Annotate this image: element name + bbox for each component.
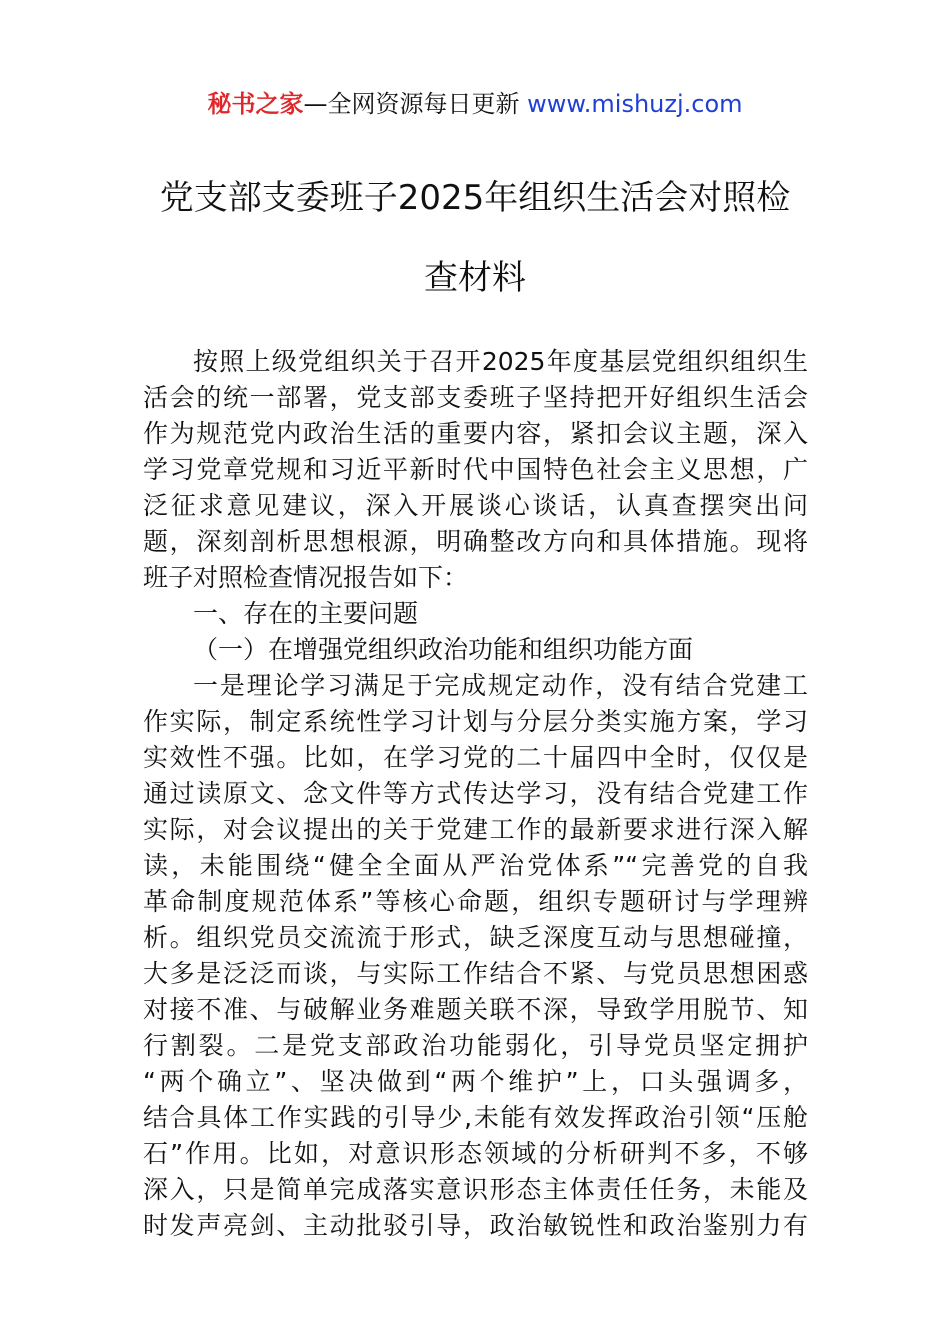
body-line: 一是理论学习满足于完成规定动作，没有结合党建工 — [193, 671, 808, 700]
body-line: 大多是泛泛而谈，与实际工作结合不紧、与党员思想困惑 — [143, 959, 808, 988]
body-line: 班子对照检查情况报告如下： — [143, 563, 469, 592]
document-title-line-2: 查材料 — [424, 258, 526, 298]
site-name: 秘书之家 — [207, 90, 304, 118]
body-line: 革命制度规范体系”等核心命题，组织专题研讨与学理辨 — [143, 887, 808, 916]
body-line: 学习党章党规和习近平新时代中国特色社会主义思想，广 — [143, 455, 808, 484]
body-line: 对接不准、与破解业务难题关联不深，导致学用脱节、知 — [143, 995, 808, 1024]
subsection-heading: （一）在增强党组织政治功能和组织功能方面 — [193, 635, 694, 664]
site-tagline: —全网资源每日更新 — [303, 90, 520, 118]
body-line: 按照上级党组织关于召开2025年度基层党组织组织生 — [193, 347, 808, 376]
document-body — [143, 344, 808, 1244]
body-line: 石”作用。比如，对意识形态领域的分析研判不多，不够 — [143, 1139, 808, 1168]
body-line: 作为规范党内政治生活的重要内容，紧扣会议主题，深入 — [143, 419, 808, 448]
site-header — [0, 86, 950, 122]
body-line: 时发声亮剑、主动批驳引导，政治敏锐性和政治鉴别力有 — [143, 1211, 808, 1240]
body-line: 泛征求意见建议，深入开展谈心谈话，认真查摆突出问 — [143, 491, 808, 520]
body-line: 实际，对会议提出的关于党建工作的最新要求进行深入解 — [143, 815, 808, 844]
body-line: 实效性不强。比如，在学习党的二十届四中全时，仅仅是 — [143, 743, 808, 772]
section-heading: 一、存在的主要问题 — [193, 599, 419, 628]
body-line: 通过读原文、念文件等方式传达学习，没有结合党建工作 — [143, 779, 808, 808]
body-line: 题，深刻剖析思想根源，明确整改方向和具体措施。现将 — [143, 527, 808, 556]
body-line: 作实际，制定系统性学习计划与分层分类实施方案，学习 — [143, 707, 808, 736]
body-line: 深入，只是简单完成落实意识形态主体责任任务，未能及 — [143, 1175, 808, 1204]
document-title-line-1: 党支部支委班子2025年组织生活会对照检 — [159, 178, 791, 218]
body-line: 行割裂。二是党支部政治功能弱化，引导党员坚定拥护 — [143, 1031, 808, 1060]
body-line: 活会的统一部署，党支部支委班子坚持把开好组织生活会 — [143, 383, 808, 412]
body-line: 析。组织党员交流流于形式，缺乏深度互动与思想碰撞， — [143, 923, 808, 952]
body-line: “两个确立”、坚决做到“两个维护”上，口头强调多， — [143, 1067, 808, 1096]
body-line: 读，未能围绕“健全全面从严治党体系”“完善党的自我 — [143, 851, 808, 880]
site-url-link[interactable]: www.mishuzj.com — [527, 90, 743, 118]
body-line: 结合具体工作实践的引导少,未能有效发挥政治引领“压舱 — [143, 1103, 808, 1132]
document-title — [100, 158, 850, 318]
